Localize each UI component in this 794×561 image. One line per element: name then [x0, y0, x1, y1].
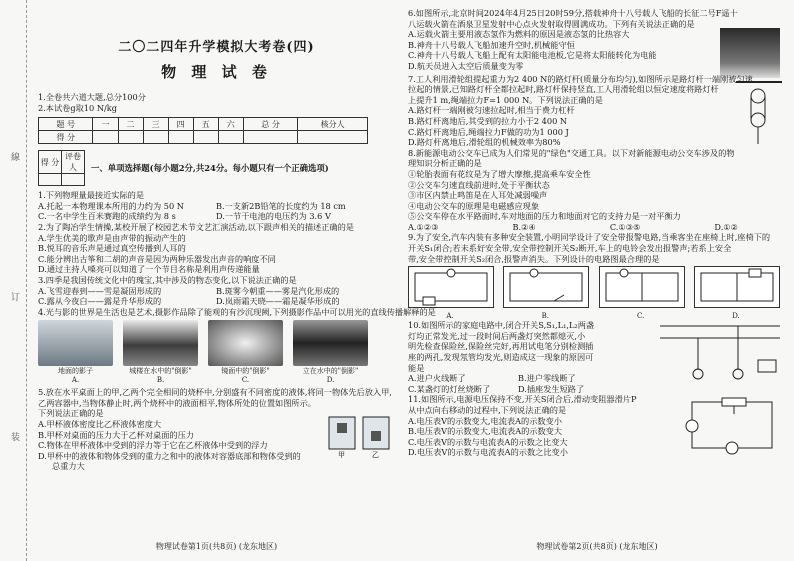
right-footer: 物理试卷第2页(共8页) (龙东地区): [536, 542, 658, 551]
photo-caption: 立在水中的"倒影": [302, 367, 359, 376]
q2-option-c[interactable]: C.能分辨出古筝和二胡的声音是因为两种乐器发出声音的响度不同: [38, 253, 276, 264]
q2-option-a[interactable]: A.学生优美的歌声是由声带的振动产生的: [38, 232, 186, 243]
q8-stem: 8.新能源电动公交车已成为人们常见的"绿色"交通工具。以下对新能源电动公交车涉及的物: [408, 147, 735, 158]
photo-caption: 镜面中的"倒影": [221, 367, 270, 376]
q8-stem-cont: 理知识分析正确的是: [408, 158, 482, 169]
q2-option-d[interactable]: D.通过主持人嗓亮可以知道了一个节目名称是利用声传递能量: [38, 264, 260, 275]
note-2: 2.本试卷g取10 N/kg: [38, 102, 117, 113]
q7-stem-cont: 拉起的情景,已知路灯杆全都拉起时,路灯杆保持竖直,工人用滑轮组以恒定速度将路灯杆: [408, 84, 719, 95]
score-header: 二: [118, 118, 143, 131]
exam-title: 二〇二四年升学模拟大考卷(四): [118, 40, 315, 55]
photo-option-a[interactable]: [38, 320, 113, 384]
q8-option-a[interactable]: A.①②③: [408, 221, 439, 232]
beakers-diagram: [325, 411, 395, 460]
binding-margin: [8, 0, 27, 561]
grader-cell[interactable]: [39, 174, 62, 186]
q11-stem: 11.如图所示,电源电压保持不变,开关S闭合后,滑动变阻器滑片P: [408, 394, 637, 405]
q6-stem-cont: 八运载火箭在酒泉卫星发射中心点火发射取得圆满成功。下列有关说法正确的是: [408, 18, 695, 29]
q11-option-a[interactable]: A.电压表V的示数变大,电流表A的示数变小: [408, 415, 562, 426]
q3-stem: 3.四季是我国传统文化中的瑰宝,其中涉及的物态变化,以下说法正确的是: [38, 274, 297, 285]
q8-statement-4: ④电动公交车的原理是电磁感应现象: [408, 200, 540, 211]
q9-stem: 9.为了安全,汽车内装有多种安全装置,小明同学设计了安全带报警电路,当乘客坐在座椅上时,座椅下的: [408, 232, 771, 243]
photo-caption: 城楼在水中的"倒影": [129, 367, 192, 376]
q8-statement-3: ③市区内禁止鸣笛是在人耳处减弱噪声: [408, 190, 548, 201]
q5-option-c[interactable]: C.物体在甲杯液体中受到的浮力等于它在乙杯液体中受到的浮力: [38, 440, 268, 451]
question-5: [38, 387, 395, 472]
circuit-diagram-b: [503, 266, 589, 308]
q11-stem-cont: 从中点向右移动的过程中,下列说法正确的是: [408, 405, 567, 415]
q10-option-a[interactable]: A.进户火线断了: [408, 373, 466, 384]
q10-stem-cont4: 能是: [408, 362, 425, 373]
score-cell[interactable]: [168, 131, 193, 144]
score-header: 四: [168, 118, 193, 131]
q8-option-b[interactable]: B.②④: [512, 221, 536, 232]
q1-option-b[interactable]: B.一支新2B铅笔的长度约为 18 cm: [216, 200, 346, 211]
q9-circuits: [408, 266, 780, 320]
photo-label: D.: [326, 376, 335, 385]
circuit-option-b[interactable]: [503, 266, 589, 320]
photo-caption: 地面的影子: [58, 367, 93, 376]
q8-statement-1: ①轮胎表面有花纹是为了增大摩擦,提高乘车安全性: [408, 168, 591, 179]
q5-option-a[interactable]: A.甲杯液体密度比乙杯液体密度大: [38, 418, 162, 429]
binding-label-1: 線: [11, 153, 21, 163]
q10-stem: 10.如图所示的家庭电路中,闭合开关S,S₁,L₁,L₂两盏: [408, 320, 595, 331]
q9-stem-cont: 开关S₁闭合;若未系好安全带,安全带控制开关S₂断开,车上的电铃会发出报警声;若系上安全: [408, 243, 732, 254]
q8-statement-2: ②公交车匀速直线前进时,处于平衡状态: [408, 179, 550, 190]
photo-option-b[interactable]: [123, 320, 198, 384]
q5-option-d-cont: 总重力大: [52, 461, 85, 472]
exam-subtitle: 物 理 试 卷: [161, 63, 272, 81]
rocket-launch-photo: [720, 28, 780, 78]
q8-option-c[interactable]: C.①③⑤: [609, 221, 641, 232]
household-circuit-diagram: [658, 320, 782, 390]
q6-option-d[interactable]: D.航天员进入太空后质量变为零: [408, 60, 524, 71]
tower-reflection-photo: [123, 320, 198, 366]
question-10: [408, 320, 786, 394]
circuit-label: B.: [541, 312, 550, 321]
question-7: [408, 74, 786, 148]
circuit-diagram-a: [408, 266, 494, 308]
q10-stem-cont2: 明先检查保险丝,保险丝完好,再用试电笔分别检测插: [408, 341, 594, 352]
photo-option-c[interactable]: [208, 320, 283, 384]
q5-prompt: 下列说法正确的是: [38, 408, 104, 419]
q7-option-b[interactable]: B.路灯杆离地后,其受到的拉力小于2 400 N: [408, 115, 568, 126]
circuit-label: D.: [732, 312, 740, 321]
grader-cell[interactable]: [62, 174, 85, 186]
binding-label-3: 装: [11, 433, 21, 443]
score-cell[interactable]: [243, 131, 297, 144]
q11-option-b[interactable]: B.电压表V的示数变大,电流表A的示数变大: [408, 426, 563, 437]
shadow-photo: [38, 320, 113, 366]
score-cell[interactable]: [118, 131, 143, 144]
photo-label: C.: [241, 376, 250, 385]
question-2: [38, 222, 395, 275]
q1-option-a[interactable]: A.托起一本物理课本所用的力约为 50 N: [38, 200, 184, 211]
circuit-option-c[interactable]: [599, 266, 685, 320]
q7-option-a[interactable]: A.路灯杆一端刚被匀速拉起时,相当于费力杠杆: [408, 105, 575, 116]
mirror-photo: [208, 320, 283, 366]
score-cell[interactable]: [143, 131, 168, 144]
score-cell[interactable]: [193, 131, 218, 144]
q10-stem-cont: 灯均正常发光,过一段时间后两盏灯突然都熄灭,小: [408, 330, 586, 341]
q10-option-b[interactable]: B.进户零线断了: [518, 373, 576, 384]
grader-label: 评卷人: [62, 151, 85, 174]
pulley-diagram: [736, 80, 782, 146]
score-header: 六: [218, 118, 243, 131]
q2-option-b[interactable]: B.悦耳的音乐声是通过真空传播到人耳的: [38, 243, 186, 254]
photo-label: A.: [71, 376, 80, 385]
circuit-option-a[interactable]: [408, 266, 494, 320]
q7-option-c[interactable]: C.路灯杆离地后,绳端拉力F做的功为1 000 J: [408, 126, 569, 137]
q8-statement-5: ⑤公交车停在水平路面时,车对地面的压力和地面对它的支持力是一对平衡力: [408, 211, 681, 222]
circuit-diagram-d: [694, 266, 780, 308]
question-11: [408, 394, 786, 458]
q6-option-a[interactable]: A.运载火箭主要用液态氢作为燃料的原因是液态氢的比热容大: [408, 29, 630, 40]
score-cell[interactable]: [298, 131, 368, 144]
score-header: 一: [93, 118, 118, 131]
q2-stem: 2.为了陶冶学生情操,某校开展了校园艺术节文艺汇演活动,以下跟声相关的描述正确的是: [38, 221, 354, 232]
q6-option-c[interactable]: C.神舟十八号载人飞船上配有太阳能电池板,它是将太阳能转化为电能: [408, 50, 657, 61]
q6-stem: 6.如图所示,北京时间2024年4月25日20时59分,搭载神舟十八号载人飞船的长征二号F遥十: [408, 8, 738, 18]
question-8: [408, 148, 786, 233]
score-header: 五: [193, 118, 218, 131]
circuit-diagram-c: [599, 266, 685, 308]
q10-stem-cont3: 座的两孔,发现氖管均发光,则造成这一现象的原因可: [408, 352, 594, 363]
score-cell[interactable]: [93, 131, 118, 144]
q7-stem: 7.工人利用滑轮组提起重力为2 400 N的路灯杆(质量分布均匀),如图所示是路灯杆一端刚被匀速: [408, 73, 753, 84]
left-footer: 物理试卷第1页(共8页) (龙东地区): [155, 542, 278, 551]
q5-stem: 5.放在水平桌面上的甲,乙两个完全相同的烧杯中,分别盛有不同密度的液体,将同一物体先后放入甲,乙两容器中,当物体静止时,两个烧杯中的液面相平,物体所处的位置如图所示。: [38, 387, 392, 408]
q1-option-d[interactable]: D.一节干电池的电压约为 3.6 V: [216, 211, 331, 222]
score-header: 核分人: [298, 118, 368, 131]
q10-option-c[interactable]: C.某盏灯的灯丝烧断了: [408, 383, 491, 394]
note-1: 1.全卷共六道大题,总分100分: [38, 92, 146, 102]
question-6: [408, 8, 786, 72]
q6-option-b[interactable]: B.神舟十八号载人飞船加速升空时,机械能守恒: [408, 39, 575, 50]
q7-stem-cont2: 上提升1 m,绳端拉力F=1 000 N。下列说法正确的是: [408, 94, 603, 105]
q11-option-c[interactable]: C.电压表V的示数与电流表A的示数之比变大: [408, 436, 568, 447]
score-header: 题 号: [39, 118, 93, 131]
circuit-label: C.: [636, 312, 645, 321]
question-9: [408, 232, 786, 320]
q4-stem: 4.光与影的世界是生活也是艺术,摄影作品除了能观的有沙沉现阙,下列摄影作品中可以用光的直线传播解释的是: [38, 306, 436, 317]
grader-table: [38, 150, 85, 186]
section-heading: 一、单项选择题(每小题2分,共24分。每小题只有一个正确选项): [91, 162, 329, 173]
score-table: [38, 117, 368, 144]
q11-option-d[interactable]: D.电压表V的示数与电流表A的示数之比变小: [408, 447, 568, 458]
photo-option-d[interactable]: [293, 320, 368, 384]
q3-option-c[interactable]: C.露从今夜白——露是升华形成的: [38, 296, 162, 307]
variable-resistor-circuit-diagram: [682, 396, 782, 456]
q3-option-b[interactable]: B.斑雾今朝重——雾是汽化形成的: [216, 285, 340, 296]
binding-label-2: 订: [11, 293, 21, 303]
score-header: 总 分: [243, 118, 297, 131]
photo-label: B.: [156, 376, 165, 385]
q10-option-d[interactable]: D.插座发生短路了: [518, 383, 585, 394]
circuit-option-d[interactable]: [694, 266, 780, 320]
beaker-label-jia: 甲: [338, 451, 345, 460]
q1-stem: 1.下列物理量最接近实际的是: [38, 190, 145, 201]
beaker-label-yi: 乙: [372, 451, 379, 460]
q7-option-d[interactable]: D.路灯杆离地后,滑轮组的机械效率为80%: [408, 137, 561, 148]
question-3: [38, 275, 395, 307]
score-cell[interactable]: [218, 131, 243, 144]
q3-option-d[interactable]: D.岚雨霜天晓——霜是凝华形成的: [216, 296, 340, 307]
q1-option-c[interactable]: C.一名中学生百米赛跑的成绩约为 8 s: [38, 211, 176, 222]
q8-option-d[interactable]: D.①②: [714, 221, 738, 232]
water-reflection-photo: [293, 320, 368, 366]
q4-photos: [38, 320, 395, 384]
question-1: [38, 190, 395, 222]
circuit-label: A.: [446, 312, 454, 321]
grader-label: 得 分: [39, 151, 62, 174]
q5-option-d[interactable]: D.甲杯中的液体和物体受到的重力之和中的液体对容器底部和物体受到的: [38, 450, 301, 461]
q5-option-b[interactable]: B.甲杯对桌面的压力大于乙杯对桌面的压力: [38, 429, 194, 440]
score-header: 三: [143, 118, 168, 131]
q9-stem-cont2: 带,安全带控制开关S₂闭合,报警声消失。下列设计的电路图最合理的是: [408, 253, 660, 264]
right-page: [408, 8, 786, 556]
score-row-label: 得 分: [39, 131, 93, 144]
q3-option-a[interactable]: A.飞雪迎春到——雪是凝固形成的: [38, 285, 162, 296]
